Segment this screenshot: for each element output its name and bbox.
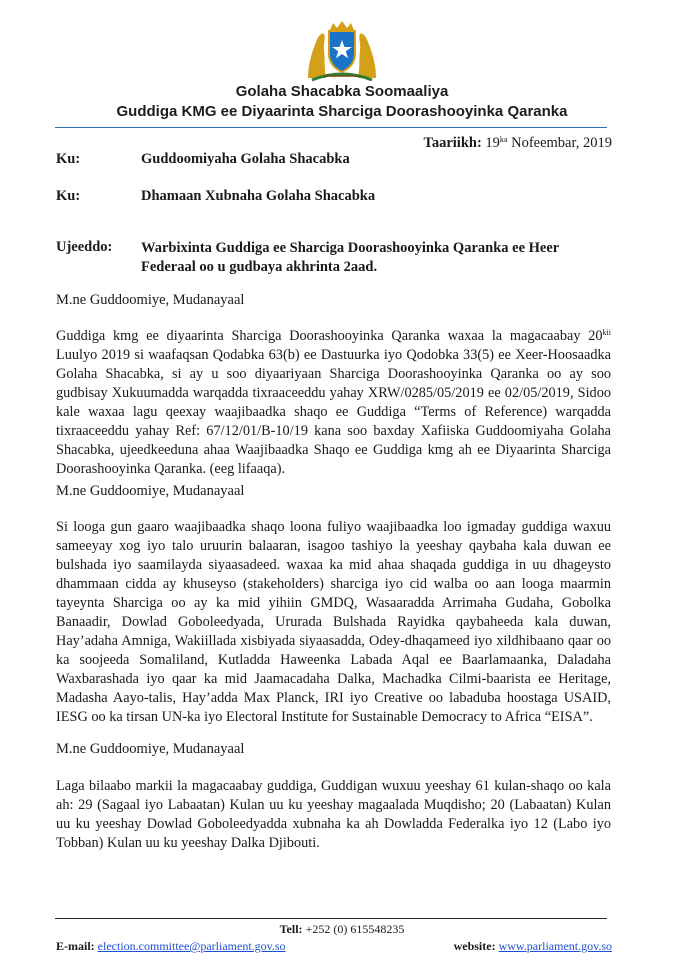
org-subtitle: Guddiga KMG ee Diyaarinta Sharciga Doorashooyinka Qaranka [116,103,568,120]
salutation: M.ne Guddoomiye, Mudanayaal [56,483,245,499]
date-day: 19 [485,135,500,151]
footer-website [454,939,612,954]
recipient-label: Ku: [56,151,81,167]
recipient-label: Ku: [56,188,81,204]
paragraph-text: Guddiga kmg ee diyaarinta Sharciga Doorashooyinka Qaranka waxaa la magacaabay 20 [56,328,603,344]
date-rest: Nofeembar, 2019 [507,135,612,151]
paragraph-text: Luulyo 2019 si waafaqsan Qodabka 63(b) ee Dastuurka iyo Qodobka 33(5) ee Xeer-Hoosaadka Golaha Shacabka, si ay u soo diyaariyaan Sharciga Doorashooyinka Qaranka oo ay soo gudbisay Xukuumadda warqadda tixraaceeddu yahay XRW/0285/05/2019 ee 02/05/2019, Sidoo kale waxaa lagu qeexay waajibaadka shaqo ee Guddiga “Terms of Reference) warqadda tixraaceeddu yahay Ref: 67/12/01/B-10/19 kana soo baxday Xafiiska Guddoomiyaha Golaha Shacabka, ujeedkeeduna ahaa Waajibaadka Shaqo ee Guddiga kmg ah ee Diyaarinta Sharciga Doorashooyinka Qaranka. (eeg lifaaqa). [56,347,611,477]
body-paragraph-2: Si looga gun gaaro waajibaadka shaqo loona fuliyo waajibaadka loo igmaday guddiga waxuu sameeyay xog iyo talo uruurin balaaran, isagoo tashiyo la yeeshay qaybaha kala duwan ee bulshada iyo saamilayda siyaasadeed. waxaa ka mid ahaa shaqada guddiga in uu dhageysto dhammaan cidda ay khuseyso (stakeholders) sharciga iyo cid walba oo aan looga maarmin tayeynta Sharciga oo ay ka mid yihiin GMDQ, Wasaaradda Arrimaha Gudaha, Gobolka Banaadir, Dowlad Goboleedyada, Ururada Bulshada Rayidka qaybaheeda kala duwan, Hay’adaha Amniga, Wakiillada xisbiyada siyaasadda, Odey-dhaqameed iyo xildhibaano qaar oo ka soojeeda Somaliland, Kutladda Haweenka Labada Aqal ee Baarlamaanka, Daladaha Waxbarashada iyo qaar ka mid Jaamacadaha Dalka, Machadka Cilmi-baarista ee Heritage, Madasha Aayo-talis, Hay’adda Max Planck, IRI iyo Creative oo labaduba hoostaga USAID, IESG oo ka tirsan UN-ka iyo Electoral Institute for Sustainable Democracy to Africa “EISA”. [56,519,611,725]
website-label: website: [453,939,496,953]
website-link[interactable]: www.parliament.gov.so [498,939,612,953]
org-title: Golaha Shacabka Soomaaliya [235,83,449,100]
phone-value: +252 (0) 615548235 [302,922,405,936]
email-link[interactable]: election.committee@parliament.gov.so [97,939,286,953]
ordinal-suffix: kii [602,328,611,337]
body-paragraph-1 [56,327,611,479]
body-paragraph-3: Laga bilaabo markii la magacaabay guddiga, Guddigan wuxuu yeeshay 61 kulan-shaqo oo kala ah: 29 (Sagaal iyo Labaatan) Kulan uu ku yeeshay magaalada Muqdisho; 20 (Labaatan) Kulan uu ku yeeshay Dowlad Goboleedyadda xubnaha ka ah Dowladda Federalka iyo 12 (Labo iyo Tobban) Kulan uu ku yeeshay Dalka Djibouti. [56,778,611,851]
footer-divider [55,918,607,919]
date-suffix: ka [499,135,508,144]
salutation: M.ne Guddoomiye, Mudanayaal [56,741,245,757]
phone-label: Tell: [279,922,303,936]
email-label: E-mail: [56,939,95,953]
header-divider [55,127,607,128]
date-line [424,135,613,152]
footer-email [56,939,286,954]
subject-value: Warbixinta Guddiga ee Sharciga Doorashooyinka Qaranka ee Heer Federaal oo u gudbaya akhrinta 2aad. [141,240,559,275]
footer-phone [0,922,684,937]
somalia-coat-of-arms-icon [302,20,382,82]
recipient-value: Dhamaan Xubnaha Golaha Shacabka [141,188,376,204]
salutation: M.ne Guddoomiye, Mudanayaal [56,292,245,308]
date-label: Taariikh: [423,135,482,151]
subject-label: Ujeeddo: [56,239,113,255]
recipient-value: Guddoomiyaha Golaha Shacabka [141,151,350,167]
